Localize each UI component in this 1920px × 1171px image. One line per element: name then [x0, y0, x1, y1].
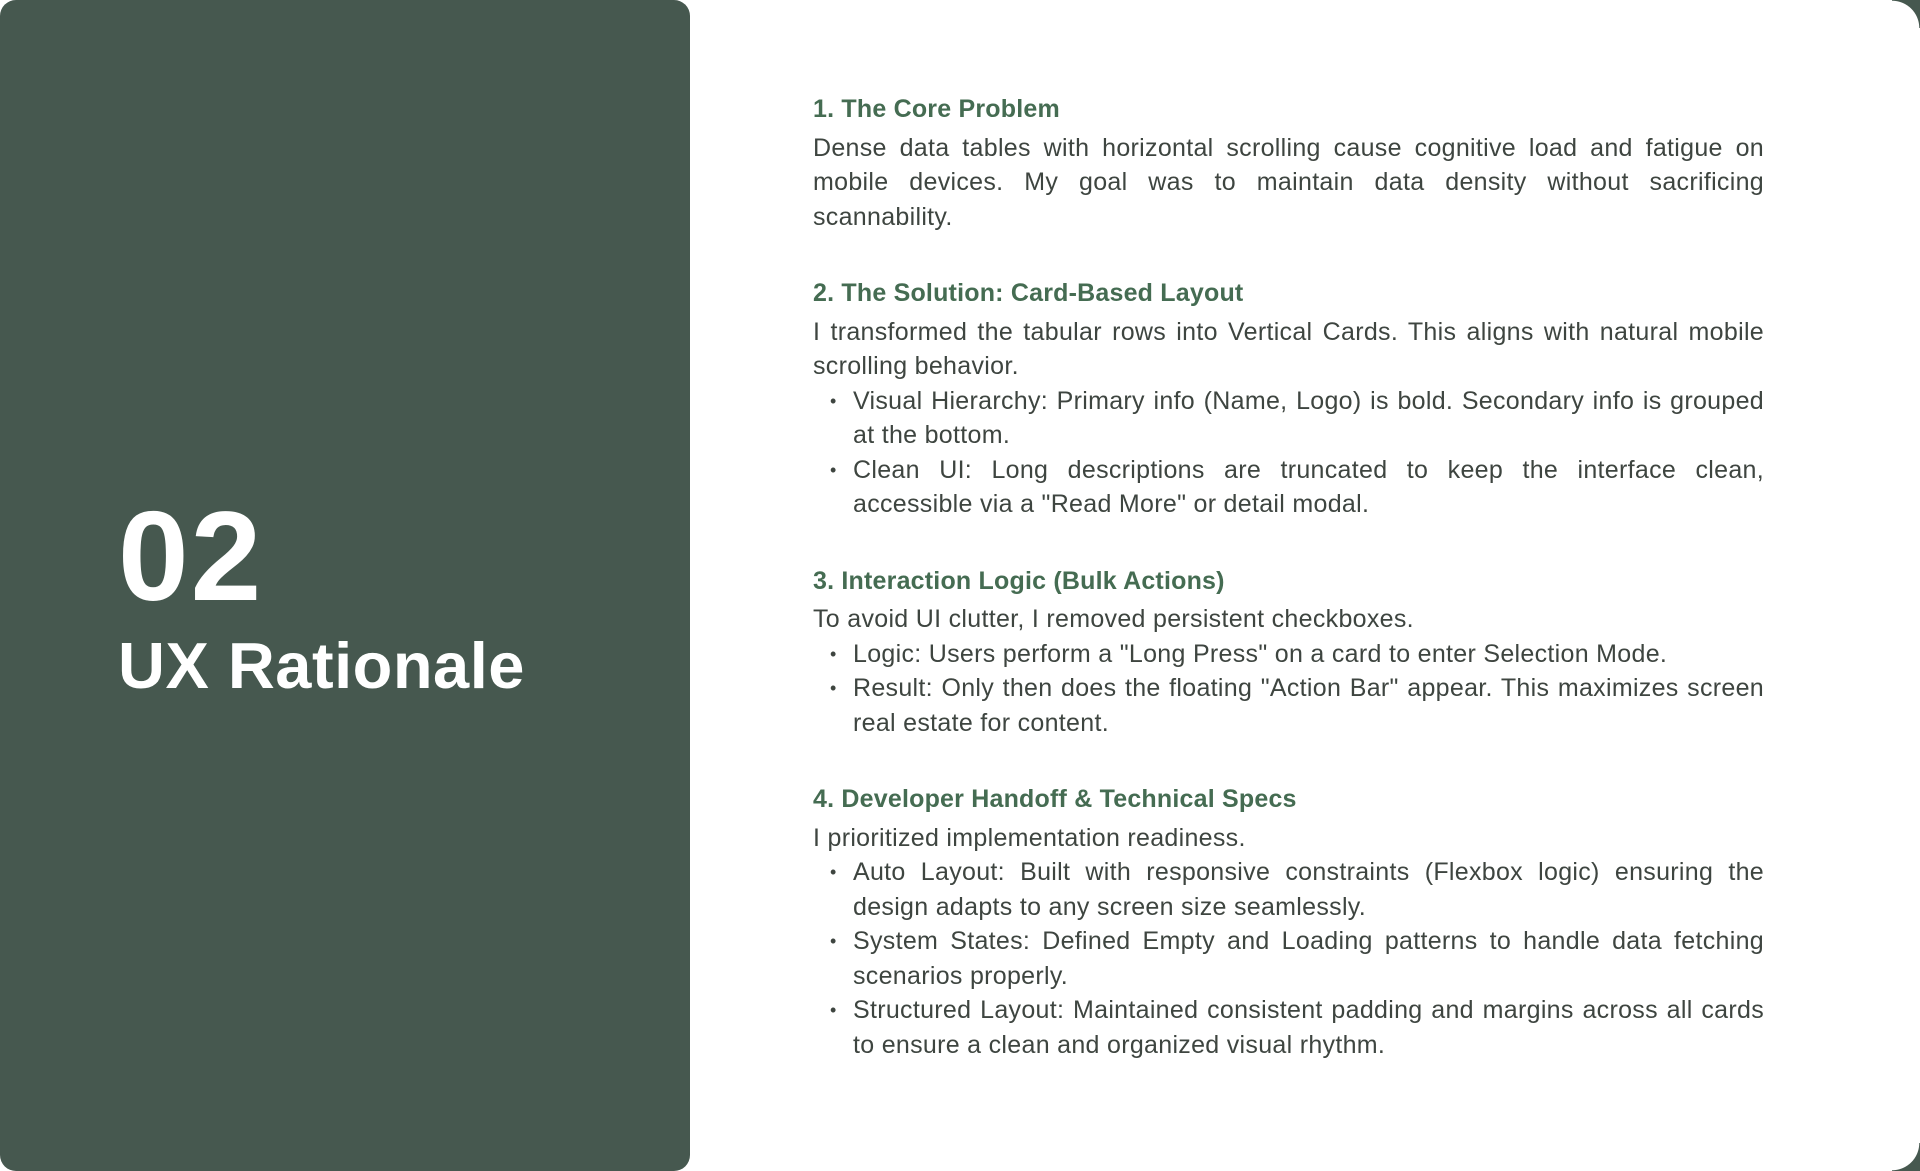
bullet-dot-icon: •: [830, 1000, 837, 1020]
section-heading: 4. Developer Handoff & Technical Specs: [813, 785, 1297, 813]
bullet-list: [813, 384, 1764, 522]
slide-number: 02: [118, 485, 264, 627]
bullet-text: Clean UI: Long descriptions are truncated to keep the interface clean, accessible via a "Read More" or detail modal.: [853, 455, 1764, 518]
rationale-section: [813, 92, 1764, 234]
bullet-item: [813, 924, 1764, 993]
bullet-dot-icon: •: [830, 862, 837, 882]
bullet-dot-icon: •: [830, 390, 837, 411]
section-heading: 1. The Core Problem: [813, 95, 1060, 123]
bullet-text: Auto Layout: Built with responsive constraints (Flexbox logic) ensuring the design adapts to any screen size seamlessly.: [853, 858, 1764, 921]
bullet-item: [813, 453, 1764, 522]
bullet-item: [813, 637, 1764, 672]
page-title: UX Rationale: [118, 629, 525, 702]
bullet-text: Structured Layout: Maintained consistent padding and margins across all cards to ensure a clean and organized visual rhythm.: [853, 996, 1764, 1059]
bullet-list: [813, 855, 1764, 1062]
bullet-item: [813, 384, 1764, 453]
card-rounded-corner-bottom-right: [1892, 1143, 1920, 1171]
rationale-section: [813, 782, 1764, 1062]
section-body: I transformed the tabular rows into Vertical Cards. This aligns with natural mobile scrolling behavior.: [813, 317, 1764, 380]
bullet-dot-icon: •: [830, 931, 837, 951]
bullet-item: [813, 671, 1764, 740]
left-panel: [0, 0, 690, 1171]
rationale-section: [813, 276, 1764, 522]
bullet-dot-icon: •: [830, 643, 837, 664]
section-body: I prioritized implementation readiness.: [813, 823, 1246, 852]
card-rounded-corner-top-right: [1892, 0, 1920, 28]
content-area: [813, 92, 1764, 1062]
bullet-text: Result: Only then does the floating "Action Bar" appear. This maximizes screen real estate for content.: [853, 674, 1764, 737]
bullet-dot-icon: •: [830, 678, 837, 698]
section-heading: 2. The Solution: Card-Based Layout: [813, 279, 1244, 307]
section-body: Dense data tables with horizontal scrolling cause cognitive load and fatigue on mobile devices. My goal was to maintain data density without sacrificing scannability.: [813, 133, 1764, 231]
bullet-dot-icon: •: [830, 459, 837, 480]
bullet-text: Visual Hierarchy: Primary info (Name, Logo) is bold. Secondary info is grouped at the bottom.: [853, 386, 1764, 449]
bullet-item: [813, 855, 1764, 924]
bullet-list: [813, 637, 1764, 741]
bullet-text: Logic: Users perform a "Long Press" on a card to enter Selection Mode.: [853, 639, 1668, 668]
bullet-item: [813, 993, 1764, 1062]
rationale-section: [813, 564, 1764, 741]
section-heading: 3. Interaction Logic (Bulk Actions): [813, 566, 1225, 595]
section-body: To avoid UI clutter, I removed persistent checkboxes.: [813, 605, 1414, 633]
bullet-text: System States: Defined Empty and Loading patterns to handle data fetching scenarios properly.: [853, 927, 1764, 990]
